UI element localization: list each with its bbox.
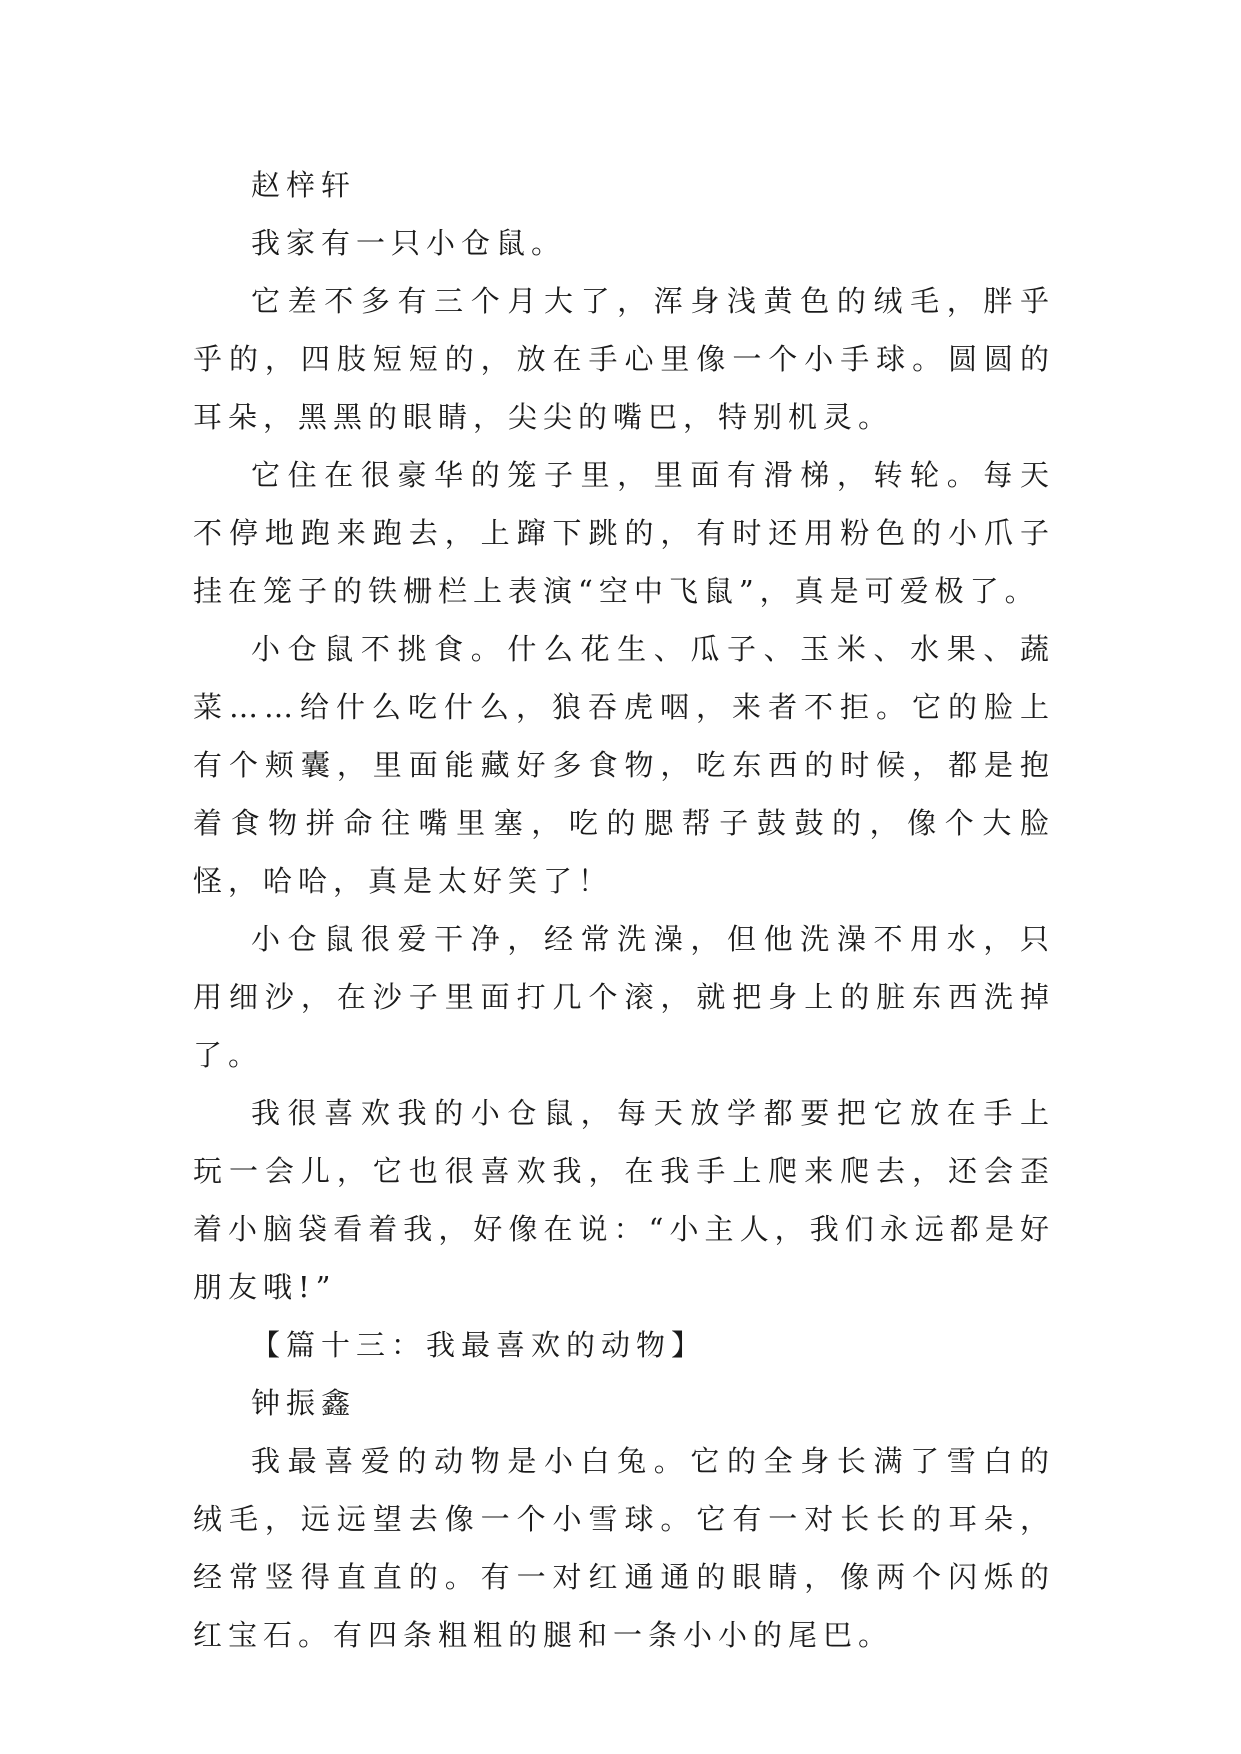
paragraph-appearance: 它差不多有三个月大了，浑身浅黄色的绒毛，胖乎乎的，四肢短短的，放在手心里像一个小手球。圆圆的耳朵，黑黑的眼睛，尖尖的嘴巴，特别机灵。 xyxy=(193,284,1055,434)
author-line: 赵梓轩 xyxy=(251,168,357,202)
paragraph-intro: 我家有一只小仓鼠。 xyxy=(251,226,567,260)
paragraph-rabbit: 我最喜爱的动物是小白兔。它的全身长满了雪白的绒毛，远远望去像一个小雪球。它有一对长长的耳朵，经常竖得直直的。有一对红通通的眼睛，像两个闪烁的红宝石。有四条粗粗的腿和一条小小的尾巴。 xyxy=(193,1444,1055,1652)
paragraph-food: 小仓鼠不挑食。什么花生、瓜子、玉米、水果、蔬菜……给什么吃什么，狼吞虎咽，来者不拒。它的脸上有个颊囊，里面能藏好多食物，吃东西的时候，都是抱着食物拼命往嘴里塞，吃的腮帮子鼓鼓的，像个大脸怪，哈哈，真是太好笑了！ xyxy=(193,632,1055,898)
section-heading: 【篇十三：我最喜欢的动物】 xyxy=(251,1328,707,1362)
paragraph-bath: 小仓鼠很爱干净，经常洗澡，但他洗澡不用水，只用细沙，在沙子里面打几个滚，就把身上的脏东西洗掉了。 xyxy=(193,922,1055,1072)
paragraph-friend: 我很喜欢我的小仓鼠，每天放学都要把它放在手上玩一会儿，它也很喜欢我，在我手上爬来爬去，还会歪着小脑袋看着我，好像在说：“小主人，我们永远都是好朋友哦!” xyxy=(193,1096,1055,1304)
paragraph-cage: 它住在很豪华的笼子里，里面有滑梯，转轮。每天不停地跑来跑去，上蹿下跳的，有时还用粉色的小爪子挂在笼子的铁栅栏上表演“空中飞鼠”，真是可爱极了。 xyxy=(193,458,1055,608)
document-body xyxy=(193,156,1055,1664)
author-line-2: 钟振鑫 xyxy=(251,1386,357,1420)
